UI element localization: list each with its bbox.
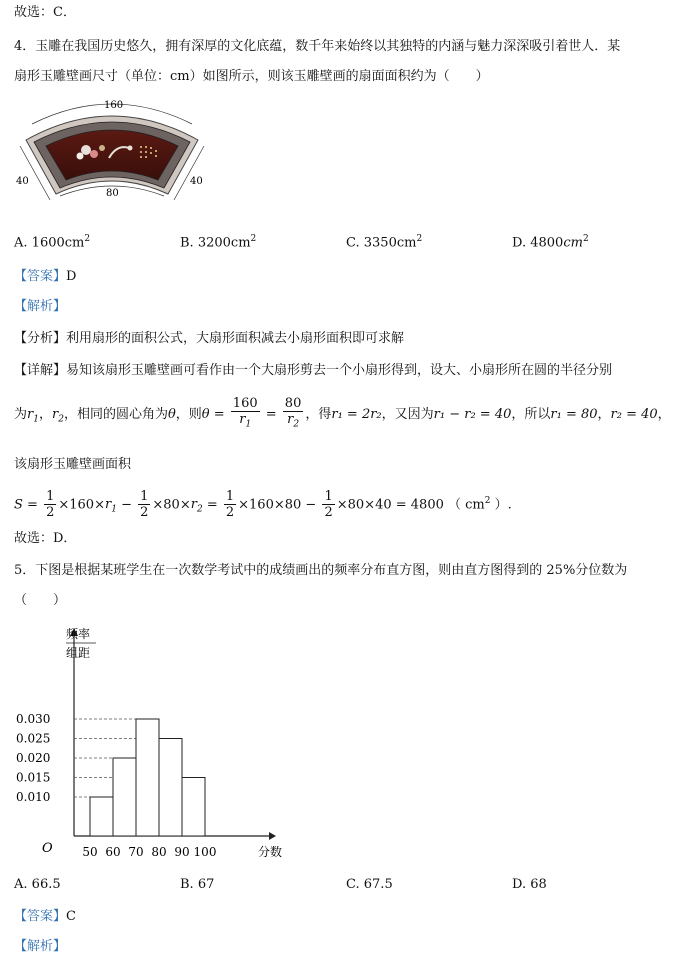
q4-choice-c: C. $3350cm^2$ [346,234,423,251]
q4-detail-line1: 【详解】易知该扇形玉雕壁画可看作由一个大扇形剪去一个小扇形得到，设大、小扇形所在圆的半径分别 [14,363,613,378]
fan-label-right: 40 [190,176,203,187]
y-tick-label: 0.010 [16,790,51,804]
y-label-bottom: 组距 [66,646,91,660]
q5-text-line1: 5．下图是根据某班学生在一次数学考试中的成绩画出的频率分布直方图，则由直方图得到的 25%分位数为 [14,563,628,578]
fan-figure [14,96,214,206]
x-tick-label: 80 [151,845,167,859]
x-tick-label: 90 [174,845,190,859]
x-tick-label: 60 [105,845,121,859]
q5-choice-b: B. 67 [180,877,215,892]
q4-answer: 【答案】D [14,269,77,284]
q5-analysis-tag: 【解析】 [14,939,67,954]
fan-label-left: 40 [16,176,29,187]
fan-label-top: 160 [104,100,124,111]
y-tick-label: 0.030 [16,712,51,726]
fraction-160-r1: $\frac{160}{r_1}$ [232,396,258,430]
q4-fenxi: 【分析】利用扇形的面积公式，大扇形面积减去小扇形面积即可求解 [14,331,405,346]
q4-detail-line2: 为$r_1$，$r_2$，相同的圆心角为θ，则θ = $\frac{160}{r_1}$ = $\frac{80}{r_2}$ ，得r₁ = 2r₂，又因为r₁ − r₂ = 40，所以r₁ = 80，r₂ = 40， [14,396,671,436]
q4-choice-a: A. $1600cm^2$ [14,234,91,251]
histogram-bar [113,758,136,836]
histogram-bar [182,778,205,837]
y-label-top: 频率 [66,627,91,641]
x-tick-label: 100 [193,845,217,859]
histogram-bar [159,739,182,837]
y-tick-label: 0.020 [16,751,51,765]
histogram-chart [14,624,294,864]
previous-answer: 故选：C． [14,5,76,20]
fraction-80-r2: $\frac{80}{r_2}$ [284,396,302,430]
x-tick-label: 50 [82,845,98,859]
q4-text-line1: 4．玉雕在我国历史悠久，拥有深厚的文化底蕴，数千年来始终以其独特的内涵与魅力深深吸引着世人．某 [14,39,621,54]
x-tick-label: 70 [128,845,144,859]
histogram-bar [90,797,113,836]
q5-choice-c: C. 67.5 [346,877,393,892]
q4-conclusion: 故选：D． [14,531,77,546]
origin-label: O [42,841,53,856]
histogram-bar [136,719,159,836]
fan-label-bottom: 80 [106,188,119,199]
q4-detail-line3: 该扇形玉雕壁画面积 [14,457,132,472]
q4-text-line2: 扇形玉雕壁画尺寸（单位：cm）如图所示，则该玉雕壁画的扇面面积约为（ ） [14,69,489,84]
q4-analysis-tag: 【解析】 [14,299,67,314]
y-tick-label: 0.015 [16,770,51,785]
q5-choice-d: D. 68 [512,877,547,892]
q4-choice-b: B. $3200cm^2$ [180,234,257,251]
q5-answer: 【答案】C [14,909,76,924]
q5-text-line2: （ ） [14,593,67,608]
q4-area-formula: S = $\frac{1}{2}$ $\times 160\times r_1$ − $\frac{1}{2}$ $\times 80\times r_2$ = $\frac{1}{2}$ ×160×80 − $\frac{1}{2}$ ×80×40 = 4800 （ $cm^2$ ）. [14,489,512,521]
x-axis-arrow [269,832,276,840]
q5-choice-a: A. 66.5 [14,877,61,892]
y-tick-label: 0.025 [16,731,51,746]
q4-choice-d: D. $4800cm^2$ [512,234,589,251]
x-axis-label: 分数 [258,845,283,859]
